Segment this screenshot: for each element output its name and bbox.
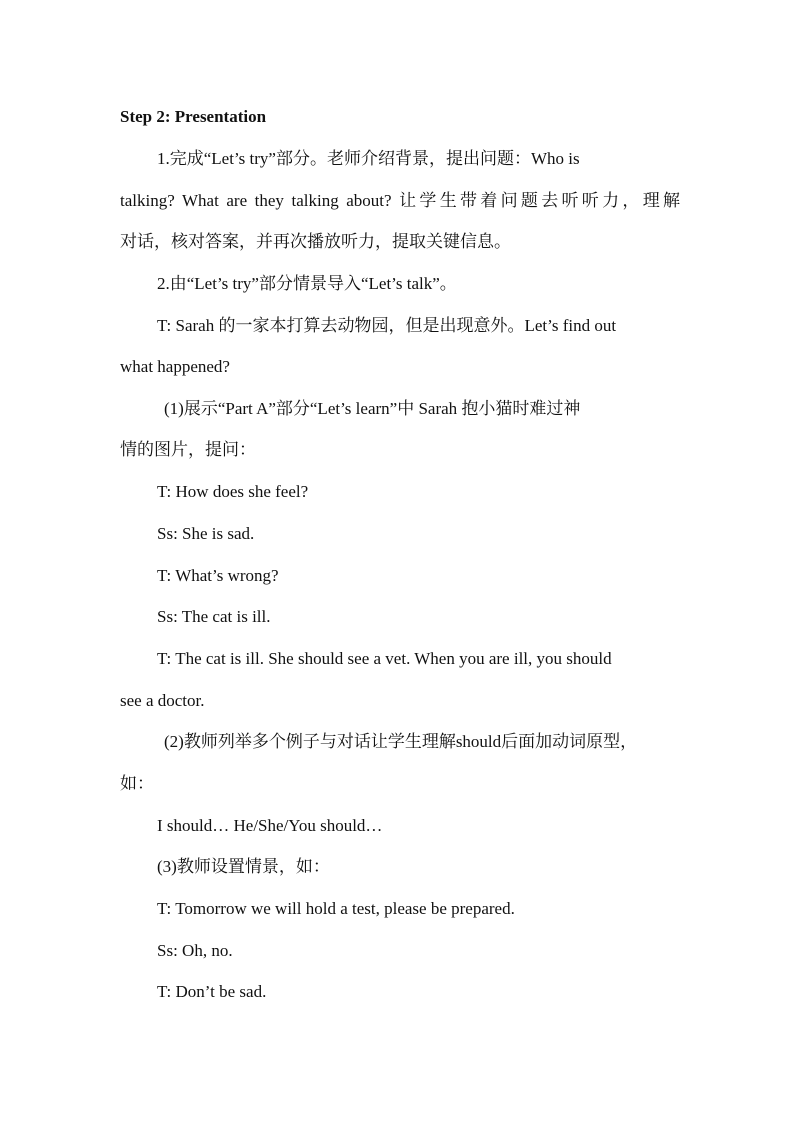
paragraph-line: talking? What are they talking about? 让学生带着问题去听听力，理解: [120, 191, 680, 210]
paragraph-line: T: Sarah 的一家本打算去动物园，但是出现意外。Let’s find out: [157, 316, 617, 335]
paragraph-line: (2)教师列举多个例子与对话让学生理解should后面加动词原型，: [164, 732, 638, 751]
paragraph-line: (3)教师设置情景，如：: [157, 857, 330, 876]
paragraph-line: 情的图片，提问：: [120, 440, 256, 459]
paragraph-line: 2.由“Let’s try”部分情景导入“Let’s talk”。: [157, 274, 457, 293]
paragraph-line: 如：: [120, 774, 154, 793]
section-heading: Step 2: Presentation: [120, 107, 267, 126]
dialogue-line: T: The cat is ill. She should see a vet. When you are ill, you should: [157, 649, 612, 668]
paragraph-line: what happened?: [120, 357, 230, 376]
dialogue-line: Ss: Oh, no.: [157, 941, 233, 960]
example-line: I should… He/She/You should…: [157, 816, 383, 835]
dialogue-line: T: How does she feel?: [157, 482, 309, 501]
paragraph-line: 对话，核对答案，并再次播放听力，提取关键信息。: [120, 232, 511, 251]
dialogue-line: T: Tomorrow we will hold a test, please be prepared.: [157, 899, 515, 918]
dialogue-line: Ss: The cat is ill.: [157, 607, 271, 626]
paragraph-line: (1)展示“Part A”部分“Let’s learn”中 Sarah 抱小猫时难过神: [164, 399, 581, 418]
dialogue-line: T: Don’t be sad.: [157, 982, 267, 1001]
dialogue-line: Ss: She is sad.: [157, 524, 255, 543]
dialogue-line: see a doctor.: [120, 691, 205, 710]
paragraph-line: 1.完成“Let’s try”部分。老师介绍背景，提出问题：Who is: [157, 149, 580, 168]
dialogue-line: T: What’s wrong?: [157, 566, 279, 585]
